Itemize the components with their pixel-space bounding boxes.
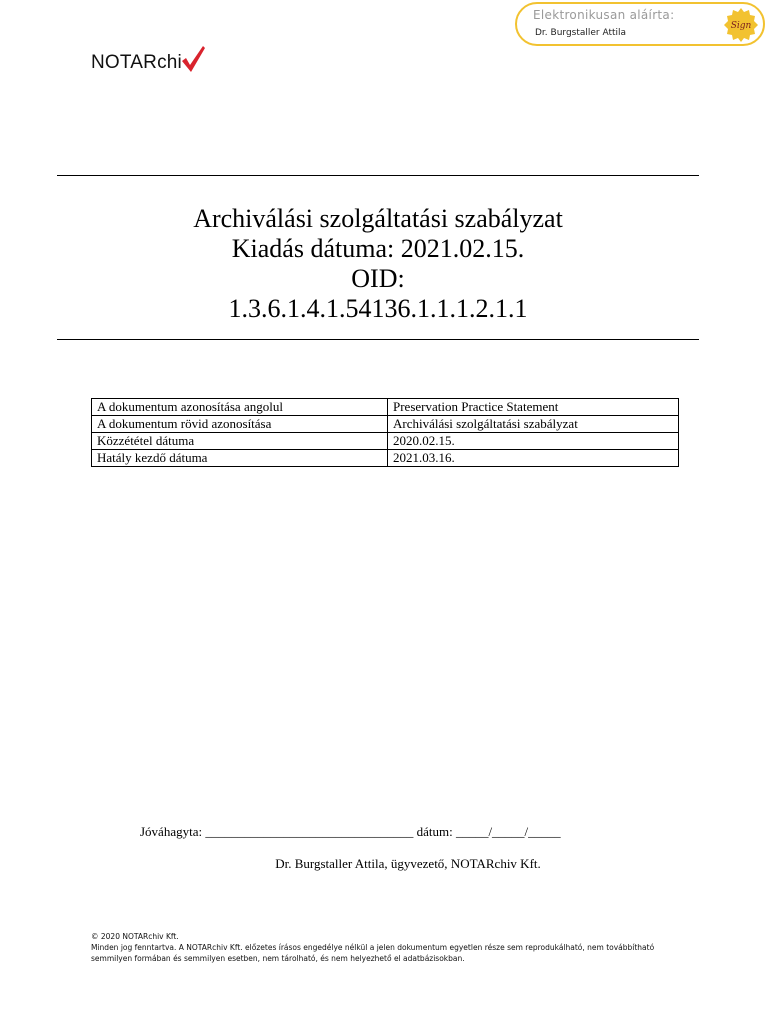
table-cell-label: A dokumentum rövid azonosítása: [92, 416, 388, 433]
logo-text: NOTARchi: [91, 52, 182, 73]
table-row: [92, 450, 679, 467]
copyright-line: © 2020 NOTARchiv Kft.: [91, 932, 179, 941]
table-cell-label: Közzététel dátuma: [92, 433, 388, 450]
top-divider: [57, 175, 699, 176]
signer-name: Dr. Burgstaller Attila: [535, 28, 627, 38]
table-row: [92, 433, 679, 450]
table-cell-value: Archiválási szolgáltatási szabályzat: [388, 416, 679, 433]
document-heading: [57, 204, 699, 324]
table-cell-label: A dokumentum azonosítása angolul: [92, 399, 388, 416]
checkmark-icon: [180, 44, 206, 74]
approval-line: Jóváhagyta: ________________________________ dátum: _____/_____/_____: [140, 824, 561, 839]
approver-name: Dr. Burgstaller Attila, ügyvezető, NOTARchiv Kft.: [275, 856, 541, 871]
table-row: [92, 399, 679, 416]
notarchiv-logo: [91, 44, 206, 74]
copyright-footer: [91, 931, 691, 964]
table-cell-label: Hatály kezdő dátuma: [92, 450, 388, 467]
table-cell-value: Preservation Practice Statement: [388, 399, 679, 416]
table-row: [92, 416, 679, 433]
rights-notice: Minden jog fenntartva. A NOTARchiv Kft. előzetes írásos engedélye nélkül a jelen dokumentum egyetlen része sem reprodukálható, nem továbbítható semmilyen formában és semmilyen esetben, nem tárolható, és nem helyezhető el adatbázisokban.: [91, 943, 655, 963]
signature-seal-icon: [723, 7, 759, 43]
signature-title: Elektronikusan aláírta:: [533, 8, 675, 22]
electronic-signature-box[interactable]: [515, 2, 765, 46]
table-cell-value: 2021.03.16.: [388, 450, 679, 467]
bottom-divider: [57, 339, 699, 340]
document-metadata-table: [91, 398, 679, 467]
table-cell-value: 2020.02.15.: [388, 433, 679, 450]
document-title: Archiválási szolgáltatási szabályzat: [193, 204, 563, 233]
oid-label: OID:: [351, 264, 405, 293]
seal-text: Sign: [730, 21, 752, 31]
edition-date: Kiadás dátuma: 2021.02.15.: [231, 234, 525, 263]
oid-value: 1.3.6.1.4.1.54136.1.1.1.2.1.1: [228, 294, 528, 323]
